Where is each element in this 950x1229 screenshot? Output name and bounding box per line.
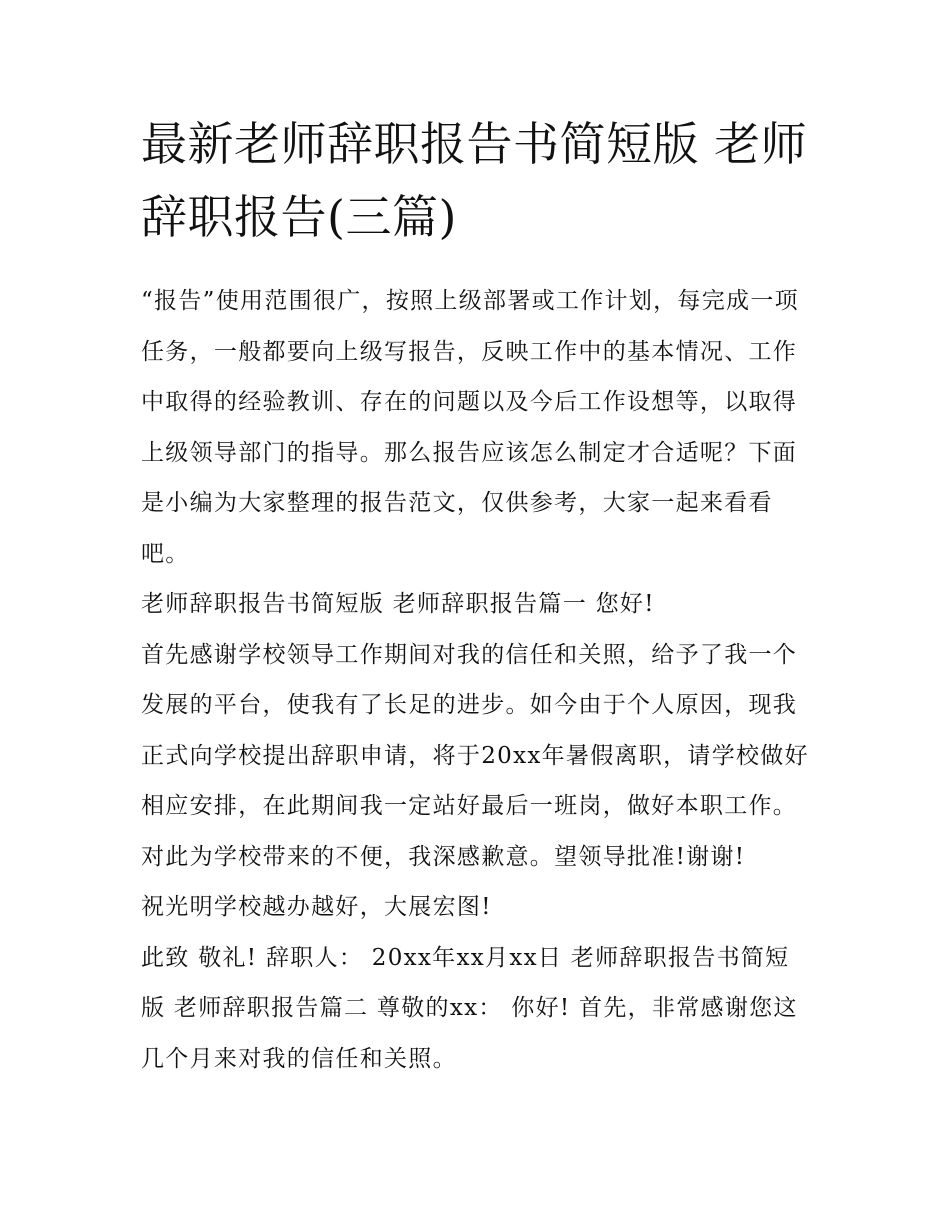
letter-body-paragraph: 首先感谢学校领导工作期间对我的信任和关照，给予了我一个发展的平台，使我有了长足的进步。如今由于个人原因，现我正式向学校提出辞职申请，将于20xx年暑假离职，请学校做好相应安排，在此期间我一定站好最后一班岗，做好本职工作。对此为学校带来的不便，我深感歉意。望领导批准!谢谢! [141,641,809,870]
section-heading-paragraph: 老师辞职报告书简短版 老师辞职报告篇一 您好! [141,591,655,617]
document-page [141,108,813,1084]
closing-paragraph: 此致 敬礼! 辞职人： 20xx年xx月xx日 老师辞职报告书简短版 老师辞职报告篇二 尊敬的xx： 你好! 首先，非常感谢您这几个月来对我的信任和关照。 [141,944,798,1072]
wish-paragraph: 祝光明学校越办越好，大展宏图! [141,894,492,920]
intro-paragraph: “报告”使用范围很广，按照上级部署或工作计划，每完成一项任务，一般都要向上级写报告，反映工作中的基本情况、工作中取得的经验教训、存在的问题以及今后工作设想等，以取得上级领导部门的指导。那么报告应该怎么制定才合适呢？下面是小编为大家整理的报告范文，仅供参考，大家一起来看看吧。 [141,288,799,567]
document-title: 最新老师辞职报告书简短版 老师辞职报告(三篇) [141,117,808,244]
